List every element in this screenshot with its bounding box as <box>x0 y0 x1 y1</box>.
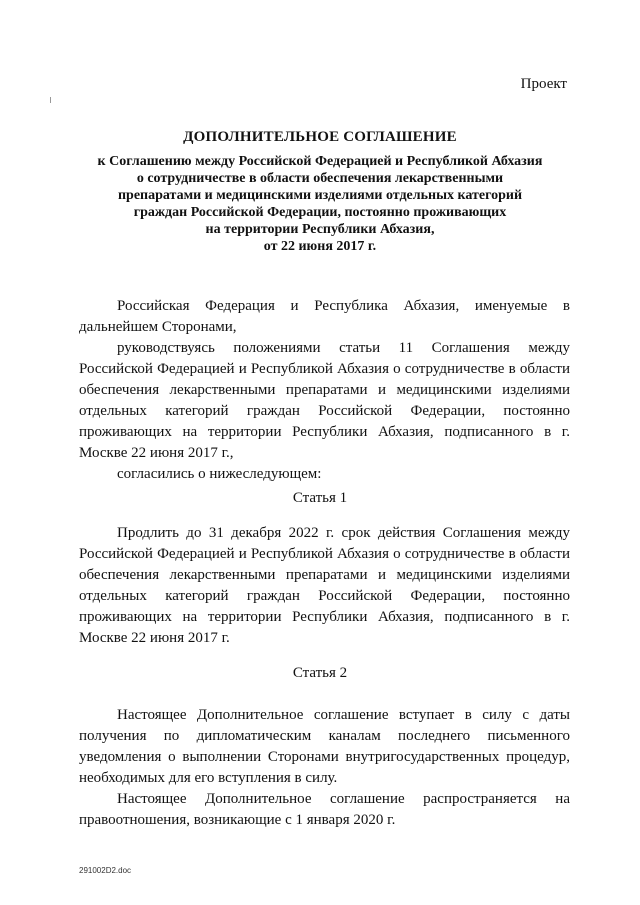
preamble-basis: руководствуясь положениями статьи 11 Соглашения между Российской Федерацией и Республикой Абхазия о сотрудничестве в области обеспечения лекарственными препаратами и медицинскими изделиями отдельных категорий граждан Российской Федерации, постоянно проживающих на территории Республики Абхазия, подписанного в г. Москве 22 июня 2017 г., <box>79 340 570 461</box>
subtitle-line: препаратами и медицинскими изделиями отдельных категорий <box>117 188 523 203</box>
subtitle-line: от 22 июня 2017 г. <box>263 239 377 254</box>
subtitle-line: на территории Республики Абхазия, <box>205 222 435 237</box>
article-1-body <box>79 523 570 649</box>
article-2-entry-into-force: Настоящее Дополнительное соглашение вступает в силу с даты получения по дипломатическим каналам последнего письменного уведомления о выполнении Сторонами внутригосударственных процедур, необходимых для его вступления в силу. <box>79 707 570 786</box>
article-2-body <box>79 705 570 831</box>
file-code: 291002D2.doc <box>79 866 132 875</box>
article-1-heading: Статья 1 <box>292 490 348 506</box>
preamble <box>79 296 570 485</box>
subtitle-line: граждан Российской Федерации, постоянно проживающих <box>133 205 507 220</box>
preamble-agreed: согласились о нижеследующем: <box>117 466 322 482</box>
article-2-retroactive: Настоящее Дополнительное соглашение распространяется на правоотношения, возникающие с 1 января 2020 г. <box>79 791 570 828</box>
draft-label: Проект <box>520 76 567 92</box>
document-title: ДОПОЛНИТЕЛЬНОЕ СОГЛАШЕНИЕ <box>183 129 457 145</box>
subtitle-line: к Соглашению между Российской Федерацией и Республикой Абхазия <box>97 154 543 169</box>
margin-mark <box>50 97 51 103</box>
preamble-parties: Российская Федерация и Республика Абхазия, именуемые в дальнейшем Сторонами, <box>79 298 570 335</box>
subtitle-line: о сотрудничестве в области обеспечения лекарственными <box>136 171 504 186</box>
article-2-heading: Статья 2 <box>292 665 348 681</box>
article-1-text: Продлить до 31 декабря 2022 г. срок действия Соглашения между Российской Федерацией и Республикой Абхазия о сотрудничестве в области обеспечения лекарственными препаратами и медицинскими изделиями отдельных категорий граждан Российской Федерации, постоянно проживающих на территории Республики Абхазия, подписанного в г. Москве 22 июня 2017 г. <box>79 525 570 646</box>
document-subtitle <box>70 153 570 255</box>
